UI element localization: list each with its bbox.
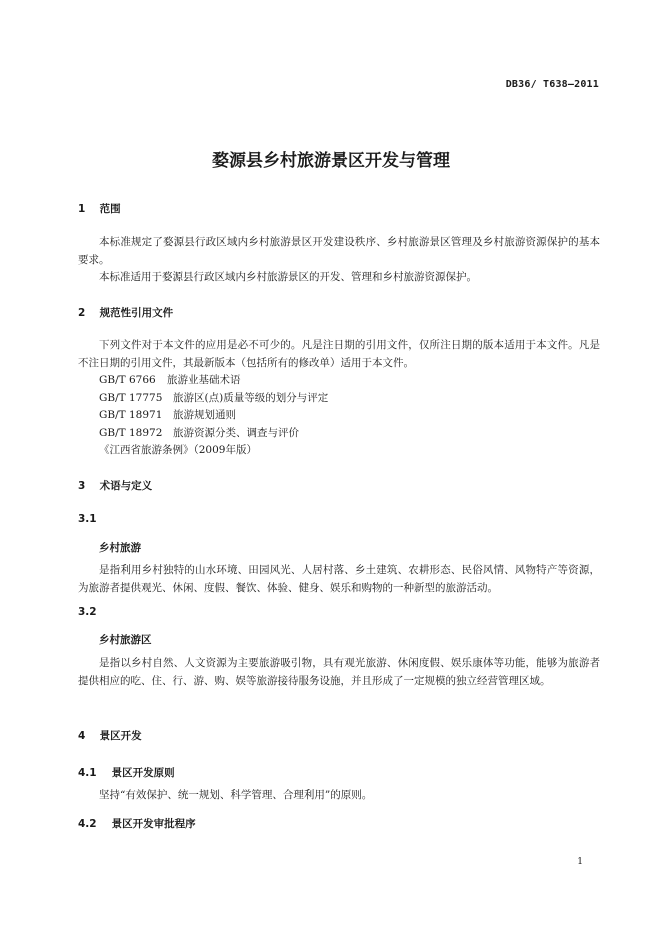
term-name: 乡村旅游区	[99, 634, 152, 646]
document-code: DB36/ T638—2011	[505, 79, 599, 90]
section-3-heading	[78, 478, 600, 493]
section-title: 术语与定义	[99, 480, 153, 492]
section-title: 规范性引用文件	[99, 307, 174, 319]
clause-number: 4.2	[78, 818, 97, 830]
reference-item	[78, 442, 600, 460]
section-number: 4	[78, 730, 86, 742]
section-number: 3	[78, 480, 86, 492]
paragraph: 本标准规定了婺源县行政区域内乡村旅游景区开发建设秩序、乡村旅游景区管理及乡村旅游资源保护的基本要求。	[78, 236, 600, 266]
reference-name: 旅游资源分类、调查与评价	[173, 426, 299, 439]
document-title: 婺源县乡村旅游景区开发与管理	[212, 151, 450, 171]
reference-code: GB/T 18971	[99, 409, 163, 421]
clause-4-1-heading	[78, 765, 600, 780]
reference-name: 旅游区(点)质量等级的划分与评定	[173, 391, 329, 404]
reference-item	[78, 407, 600, 425]
section-title: 范围	[99, 203, 121, 215]
term-name: 乡村旅游	[99, 542, 141, 554]
reference-item	[78, 372, 600, 390]
reference-name: 旅游规划通则	[173, 409, 236, 421]
section-1-body	[78, 234, 600, 287]
section-1-heading	[78, 201, 600, 216]
clause-title: 景区开发原则	[111, 767, 175, 779]
reference-item	[78, 390, 600, 408]
section-number: 1	[78, 203, 86, 215]
section-2-body	[78, 337, 600, 460]
clause-title: 景区开发审批程序	[111, 818, 196, 830]
section-4-heading	[78, 728, 600, 743]
definition-text: 是指利用乡村独特的山水环境、田园风光、人居村落、乡土建筑、农耕形态、民俗风情、风物特产等资源，为旅游者提供观光、休闲、度假、餐饮、体验、健身、娱乐和购物的一种新型的旅游活动。	[78, 564, 600, 594]
clause-number: 4.1	[78, 767, 97, 779]
clause-3-2-number: 3.2	[78, 606, 97, 618]
paragraph: 本标准适用于婺源县行政区域内乡村旅游景区的开发、管理和乡村旅游资源保护。	[99, 271, 477, 283]
page-number: 1	[577, 857, 583, 867]
term-definition	[78, 655, 600, 690]
clause-4-2-heading	[78, 816, 600, 831]
section-number: 2	[78, 307, 86, 319]
clause-4-1-body	[78, 787, 600, 805]
section-2-heading	[78, 305, 600, 320]
paragraph: 坚持“有效保护、统一规划、科学管理、合理利用”的原则。	[99, 789, 373, 801]
paragraph: 下列文件对于本文件的应用是必不可少的。凡是注日期的引用文件，仅所注日期的版本适用于本文件。凡是不注日期的引用文件，其最新版本（包括所有的修改单）适用于本文件。	[78, 339, 600, 369]
term-definition	[78, 562, 600, 597]
clause-3-1-number: 3.1	[78, 513, 97, 525]
reference-code: GB/T 17775	[99, 391, 163, 404]
reference-item	[78, 425, 600, 443]
reference-name: 旅游业基础术语	[167, 374, 241, 386]
reference-code: GB/T 6766	[99, 374, 156, 386]
reference-name: 《江西省旅游条例》（2009年版）	[99, 444, 257, 456]
section-title: 景区开发	[99, 730, 142, 742]
definition-text: 是指以乡村自然、人文资源为主要旅游吸引物，具有观光旅游、休闲度假、娱乐康体等功能，能够为旅游者提供相应的吃、住、行、游、购、娱等旅游接待服务设施，并且形成了一定规模的独立经营管理区域。	[78, 657, 600, 687]
reference-code: GB/T 18972	[99, 426, 163, 439]
